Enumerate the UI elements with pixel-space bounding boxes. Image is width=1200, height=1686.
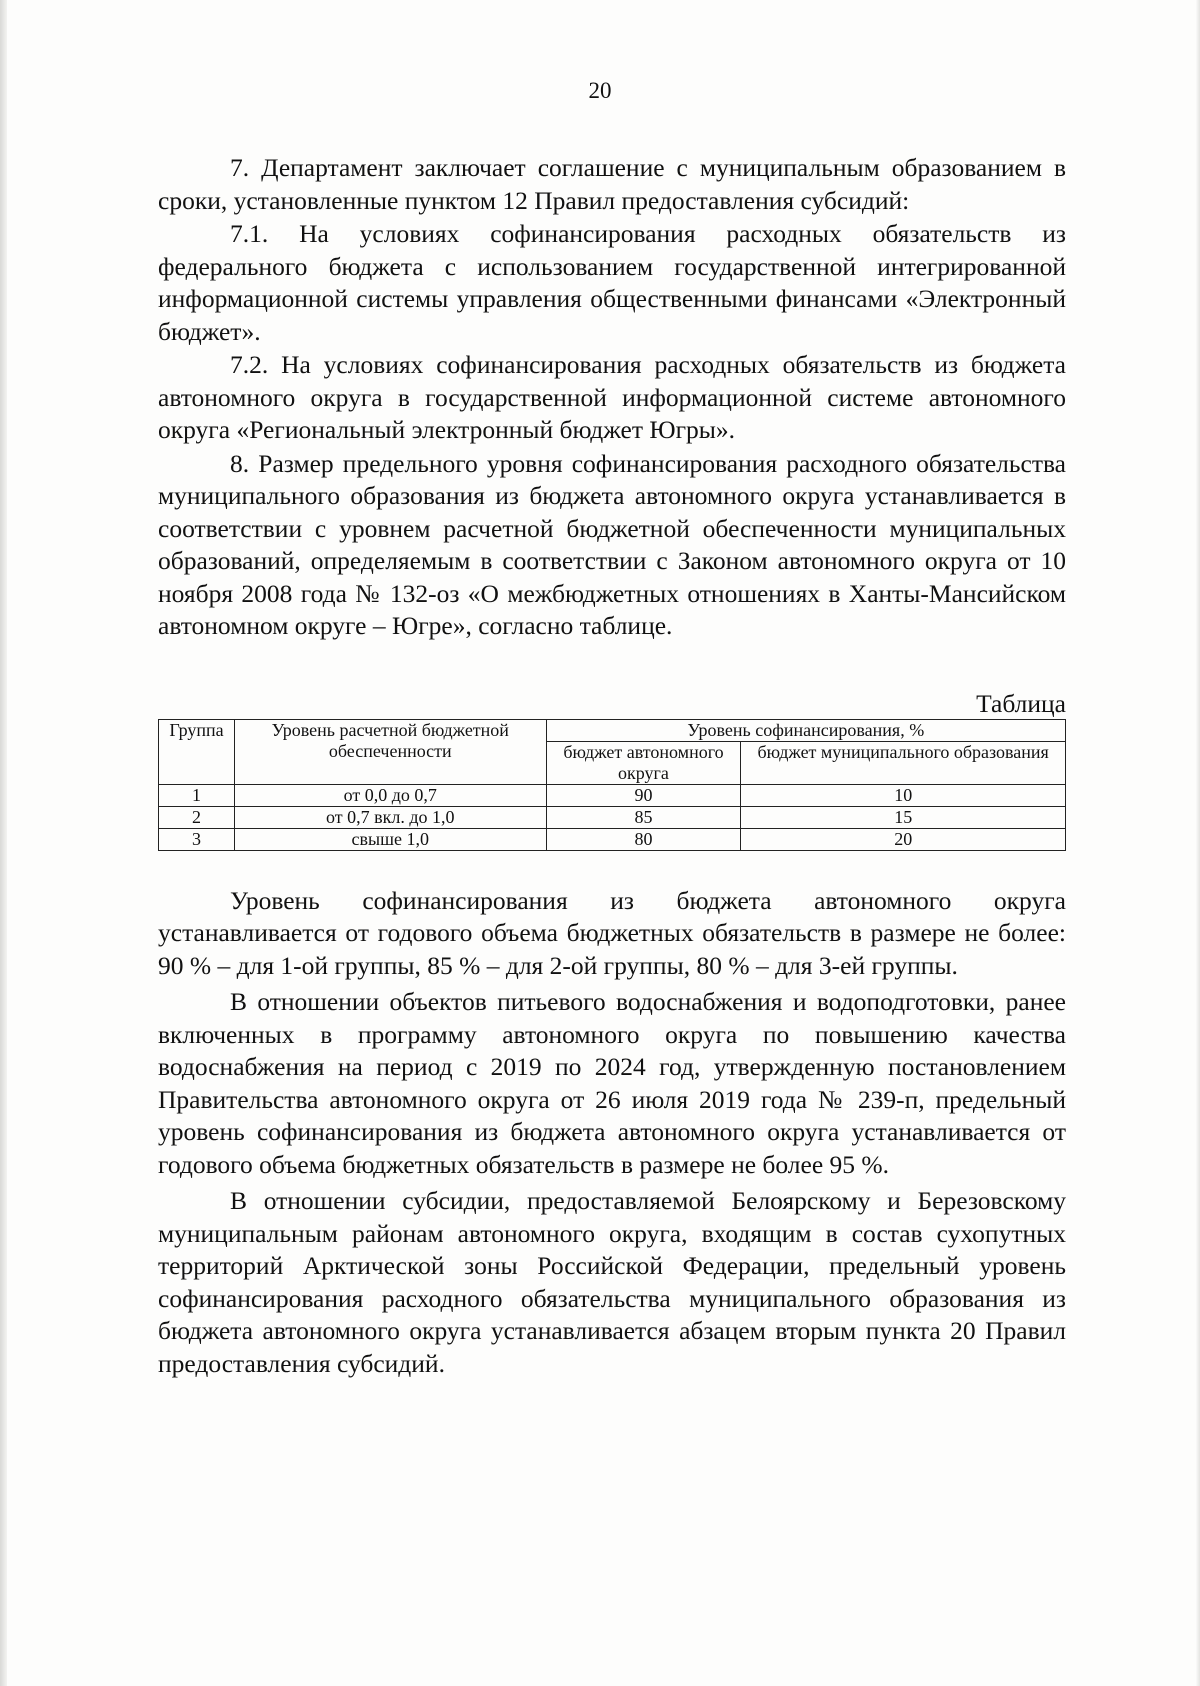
paragraph-8: 8. Размер предельного уровня софинансирования расходного обязательства муниципального образования из бюджета автономного округа устанавливается в соответствии с уровнем расчетной бюджетной обеспеченности муниципальных образований, определяемым в соответствии с Законом автономного округа от 10 ноября 2008 года № 132-оз «О межбюджетных отношениях в Ханты-Мансийском автономном округе – Югре», согласно таблице. bbox=[158, 448, 1066, 640]
table-header-row bbox=[159, 719, 1066, 741]
document-body bbox=[158, 152, 1066, 1381]
cell-mo: 15 bbox=[741, 806, 1066, 828]
scan-edge-right bbox=[1196, 0, 1200, 1686]
cell-group: 2 bbox=[159, 806, 235, 828]
table-row bbox=[159, 828, 1066, 850]
page-number: 20 bbox=[588, 78, 612, 103]
header-level: Уровень расчетной бюджетной обеспеченности bbox=[234, 719, 546, 784]
cell-mo: 20 bbox=[741, 828, 1066, 850]
header-cofinancing: Уровень софинансирования, % bbox=[546, 719, 1065, 741]
paragraph-cofinancing-level: Уровень софинансирования из бюджета автономного округа устанавливается от годового объема бюджетных обязательств в размере не более: 90 % – для 1-ой группы, 85 % – для 2-ой группы, 80 % – для 3-ей группы. bbox=[158, 885, 1066, 980]
cofinancing-table bbox=[158, 719, 1066, 851]
cell-level: свыше 1,0 bbox=[234, 828, 546, 850]
paragraph-arctic-zone: В отношении субсидии, предоставляемой Белоярскому и Березовскому муниципальным районам автономного округа, входящим в состав сухопутных территорий Арктической зоны Российской Федерации, предельный уровень софинансирования расходного обязательства муниципального образования из бюджета автономного округа устанавливается абзацем вторым пункта 20 Правил предоставления субсидий. bbox=[158, 1186, 1066, 1378]
table-caption: Таблица bbox=[976, 688, 1066, 718]
paragraph-7-1: 7.1. На условиях софинансирования расходных обязательств из федерального бюджета с использованием государственной интегрированной информационной системы управления общественными финансами «Электронный бюджет». bbox=[158, 219, 1066, 346]
header-mo-budget: бюджет муниципального образования bbox=[741, 741, 1066, 784]
cell-group: 3 bbox=[159, 828, 235, 850]
cell-ao: 80 bbox=[546, 828, 741, 850]
paragraph-7-2: 7.2. На условиях софинансирования расходных обязательств из бюджета автономного округа в государственной информационной системе автономного округа «Региональный электронный бюджет Югры». bbox=[158, 350, 1066, 444]
header-ao-budget: бюджет автономного округа bbox=[546, 741, 741, 784]
cell-ao: 85 bbox=[546, 806, 741, 828]
scan-edge-left bbox=[0, 0, 7, 1686]
paragraph-water-supply: В отношении объектов питьевого водоснабжения и водоподготовки, ранее включенных в программу автономного округа по повышению качества водоснабжения на период с 2019 по 2024 год, утвержденную постановлением Правительства автономного округа от 26 июля 2019 года № 239-п, предельный уровень софинансирования из бюджета автономного округа устанавливается от годового объема бюджетных обязательств в размере не более 95 %. bbox=[158, 987, 1066, 1179]
cell-level: от 0,0 до 0,7 bbox=[234, 784, 546, 806]
cell-group: 1 bbox=[159, 784, 235, 806]
cell-ao: 90 bbox=[546, 784, 741, 806]
cell-level: от 0,7 вкл. до 1,0 bbox=[234, 806, 546, 828]
table-row bbox=[159, 784, 1066, 806]
cell-mo: 10 bbox=[741, 784, 1066, 806]
table-row bbox=[159, 806, 1066, 828]
paragraph-7: 7. Департамент заключает соглашение с муниципальным образованием в сроки, установленные пунктом 12 Правил предоставления субсидий: bbox=[158, 153, 1066, 215]
header-group: Группа bbox=[159, 719, 235, 784]
